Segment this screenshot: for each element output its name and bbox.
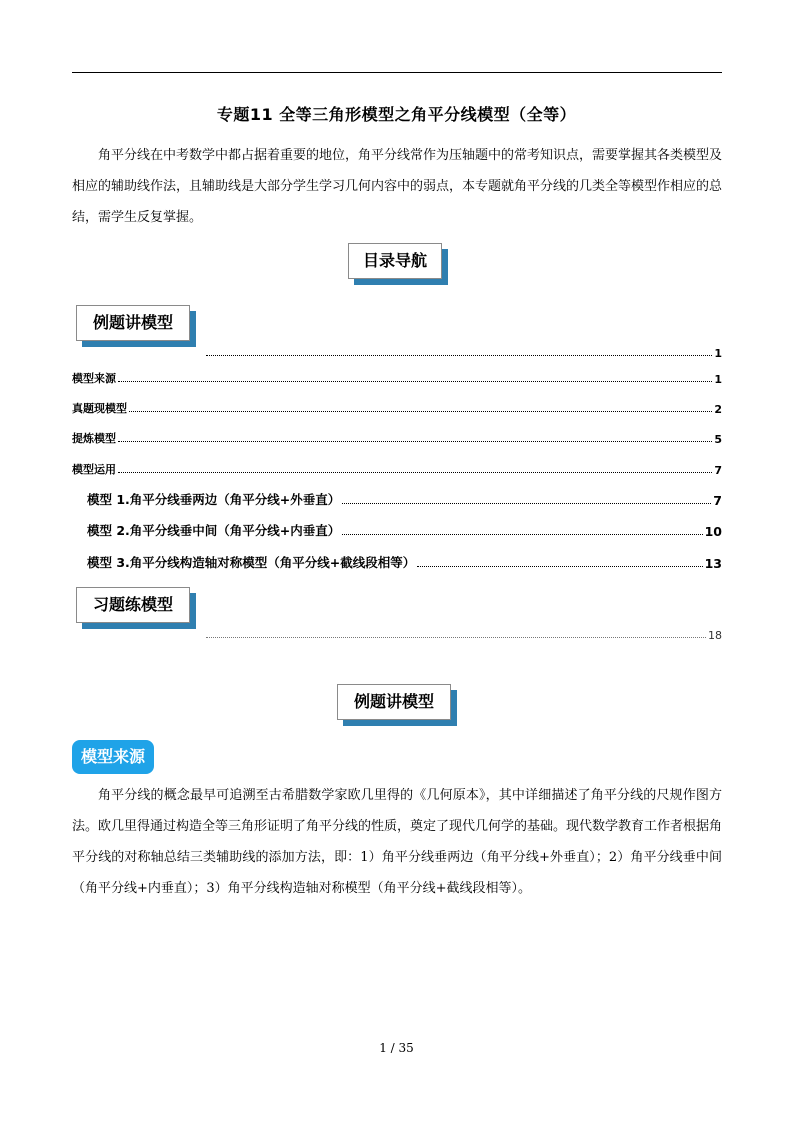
page-title: 专题11 全等三角形模型之角平分线模型（全等）: [216, 105, 577, 124]
toc-row-model-1[interactable]: [72, 488, 722, 508]
toc-entry-label: 模型运用: [72, 463, 116, 476]
toc-row-example-group[interactable]: [204, 340, 722, 360]
toc-page-number: 7: [714, 464, 722, 477]
toc-row-real-exam[interactable]: [72, 396, 722, 416]
model-source-badge: 模型来源: [72, 740, 154, 774]
page-indicator: 1 / 35: [379, 1041, 414, 1055]
toc-dot-leader: [118, 441, 712, 442]
toc-page-number: 2: [714, 403, 722, 416]
toc-entry-label: 模型 1.角平分线垂两边（角平分线+外垂直）: [87, 492, 341, 507]
toc-page-number: 10: [704, 524, 722, 539]
toc-row-model-use[interactable]: [72, 457, 722, 477]
toc-dot-leader: [417, 566, 702, 567]
toc-entry-label: 模型 2.角平分线垂中间（角平分线+内垂直）: [87, 523, 341, 538]
toc-entry-label: 模型 3.角平分线构造轴对称模型（角平分线+截线段相等）: [87, 555, 416, 570]
toc-page-number: 1: [714, 373, 722, 386]
toc-row-practice-group[interactable]: [204, 622, 722, 642]
toc-dot-leader: [206, 355, 712, 356]
intro-paragraph: 角平分线在中考数学中都占据着重要的地位，角平分线常作为压轴题中的常考知识点，需要掌握其各类模型及相应的辅助线作法，且辅助线是大部分学生学习几何内容中的弱点，本专题就角平分线的几类全等模型作相应的总结，需学生反复掌握。: [72, 148, 723, 225]
toc-dot-leader: [342, 503, 711, 504]
section-heading-box: [337, 684, 451, 720]
toc-group-example-box[interactable]: [76, 305, 190, 341]
toc-group-practice-box[interactable]: [76, 587, 190, 623]
toc-entry-label: 模型来源: [72, 372, 116, 385]
toc-row-model-source[interactable]: [72, 366, 722, 386]
toc-dot-leader: [129, 411, 712, 412]
toc-page-number: 1: [714, 347, 722, 360]
toc-entry-label: 真题现模型: [72, 402, 127, 415]
toc-dot-leader: [342, 534, 702, 535]
toc-page-number: 5: [714, 433, 722, 446]
toc-group-example-label: 例题讲模型: [92, 313, 173, 332]
toc-row-model-3[interactable]: [72, 551, 722, 571]
model-source-paragraph: 角平分线的概念最早可追溯至古希腊数学家欧几里得的《几何原本》，其中详细描述了角平分线的尺规作图方法。欧几里得通过构造全等三角形证明了角平分线的性质，奠定了现代几何学的基础。现代数学教育工作者根据角平分线的对称轴总结三类辅助线的添加方法，即：1）角平分线垂两边（角平分线+外垂直）；2）角平分线垂中间（角平分线+内垂直）；3）角平分线构造轴对称模型（角平分线+截线段相等）。: [72, 788, 723, 896]
toc-dot-leader: [206, 637, 706, 638]
section-heading: 例题讲模型: [353, 692, 434, 711]
header-rule: [72, 72, 722, 73]
toc-page-number: 18: [708, 629, 722, 642]
toc-page-number: 13: [704, 556, 722, 571]
toc-dot-leader: [118, 381, 712, 382]
toc-row-model-2[interactable]: [72, 519, 722, 539]
toc-entry-label: 提炼模型: [72, 432, 116, 445]
toc-row-refine-model[interactable]: [72, 426, 722, 446]
toc-dot-leader: [118, 472, 712, 473]
toc-group-practice-label: 习题练模型: [92, 595, 173, 614]
toc-page-number: 7: [713, 493, 722, 508]
toc-heading-box: [348, 243, 442, 279]
toc-heading: 目录导航: [362, 251, 427, 270]
